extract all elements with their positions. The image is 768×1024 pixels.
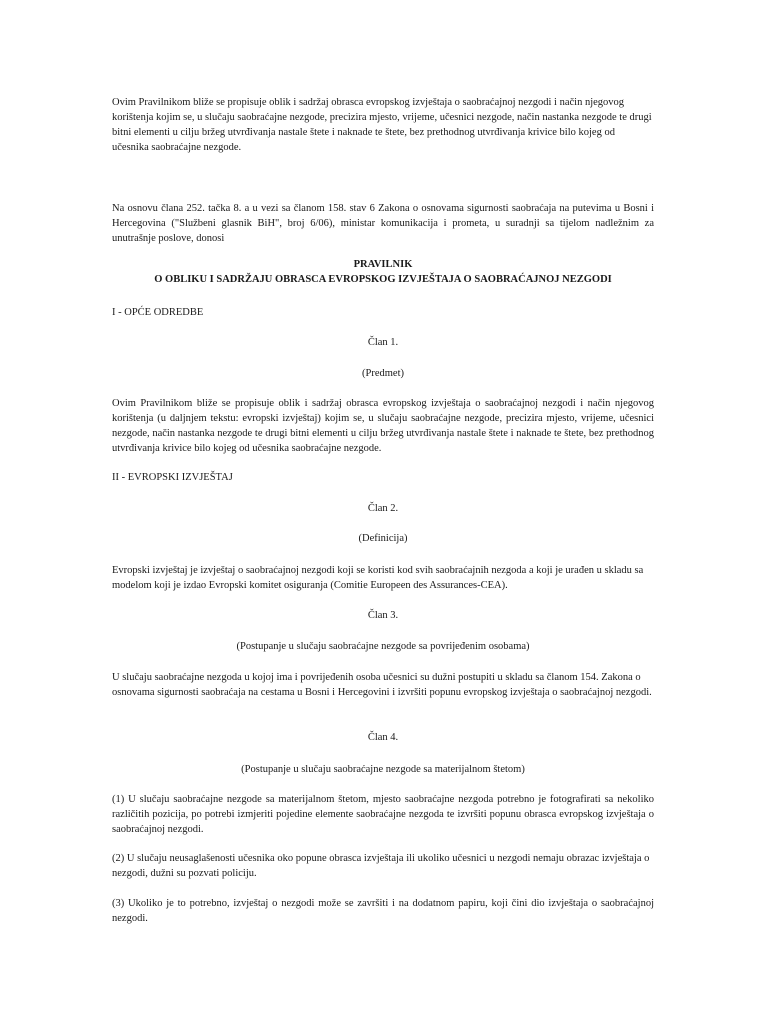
article-4-subject: (Postupanje u slučaju saobraćajne nezgode sa materijalnom štetom) <box>241 764 525 775</box>
article-2-text: Evropski izvještaj je izvještaj o saobraćajnoj nezgodi koji se koristi kod svih saobraćajnih nezgoda a koji je urađen u skladu sa modelom koji je izdao Evropski komitet osiguranja (Comitie Europeen des Assurances-CEA). <box>112 565 644 591</box>
article-4-paragraph-1: (1) U slučaju saobraćajne nezgode sa materijalnom štetom, mjesto saobraćajne nezgoda potrebno je fotografirati sa nekoliko različitih pozicija, po potrebi izmjeriti pojedine elemente saobraćajne nezgoda te izvršiti popunu obrasca evropskog izvještaja o saobraćajnoj nezgodi. <box>112 794 654 835</box>
section-heading-2: II - EVROPSKI IZVJEŠTAJ <box>112 472 233 483</box>
legal-basis-paragraph: Na osnovu člana 252. tačka 8. a u vezi sa članom 158. stav 6 Zakona o osnovama sigurnosti saobraćaja na putevima u Bosni i Hercegovina ("Službeni glasnik BiH", broj 6/06), ministar komunikacija i prometa, u suradnji sa tijelom nadležnim za unutrašnje poslove, donosi <box>112 203 654 244</box>
intro-paragraph: Ovim Pravilnikom bliže se propisuje oblik i sadržaj obrasca evropskog izvještaja o saobraćajnoj nezgodi i način njegovog korištenja kojim se, u slučaju saobraćajne nezgode, precizira mjesto, vrijeme, učesnici nezgode, način nastanka nezgode te drugi bitni elementi u cilju bržeg utvrđivanja nastale štete i naknade te štete, bez prethodnog utvrđivanja krivice bilo kojeg od učesnika saobraćajne nezgode. <box>112 97 652 153</box>
article-4-paragraph-2: (2) U slučaju neusaglašenosti učesnika oko popune obrasca izvještaja ili ukoliko učesnici u nezgodi nemaju obrazac izvještaja o nezgodi, dužni su pozvati policiju. <box>112 853 650 879</box>
article-3-text: U slučaju saobraćajne nezgoda u kojoj ima i povrijeđenih osoba učesnici su dužni postupiti u skladu sa članom 154. Zakona o osnovama sigurnosti saobraćaja na cestama u Bosni i Hercegovini i izvršiti popunu evropskog izvještaja o saobraćajnoj nezgodi. <box>112 672 652 698</box>
article-2-subject: (Definicija) <box>358 533 408 544</box>
section-heading-1: I - OPĆE ODREDBE <box>112 307 204 318</box>
article-2-number: Član 2. <box>367 503 399 514</box>
article-4-number: Član 4. <box>367 732 399 743</box>
article-1-number: Član 1. <box>367 337 399 348</box>
document-title <box>112 257 654 287</box>
article-1-subject: (Predmet) <box>362 368 404 379</box>
article-3-number: Član 3. <box>367 610 399 621</box>
article-3-subject: (Postupanje u slučaju saobraćajne nezgode sa povrijeđenim osobama) <box>236 641 530 652</box>
article-1-text: Ovim Pravilnikom bliže se propisuje oblik i sadržaj obrasca evropskog izvještaja o saobraćajnoj nezgodi i način njegovog korištenja (u daljnjem tekstu: evropski izvještaj) kojim se, u slučaju saobraćajne nezgode, precizira mjesto, vrijeme, učesnici nezgode, način nastanka nezgode te drugi bitni elementi u cilju bržeg utvrđivanja nastale štete i naknade te štete, bez prethodnog utvrđivanja krivice bilo kojeg od učesnika saobraćajne nezgode. <box>112 398 654 454</box>
title-line-1: PRAVILNIK <box>353 259 413 270</box>
title-line-2: O OBLIKU I SADRŽAJU OBRASCA EVROPSKOG IZVJEŠTAJA O SAOBRAĆAJNOJ NEZGODI <box>154 274 612 285</box>
article-4-paragraph-3: (3) Ukoliko je to potrebno, izvještaj o nezgodi može se završiti i na dodatnom papiru, koji čini dio izvještaja o saobraćajnoj nezgodi. <box>112 898 654 924</box>
